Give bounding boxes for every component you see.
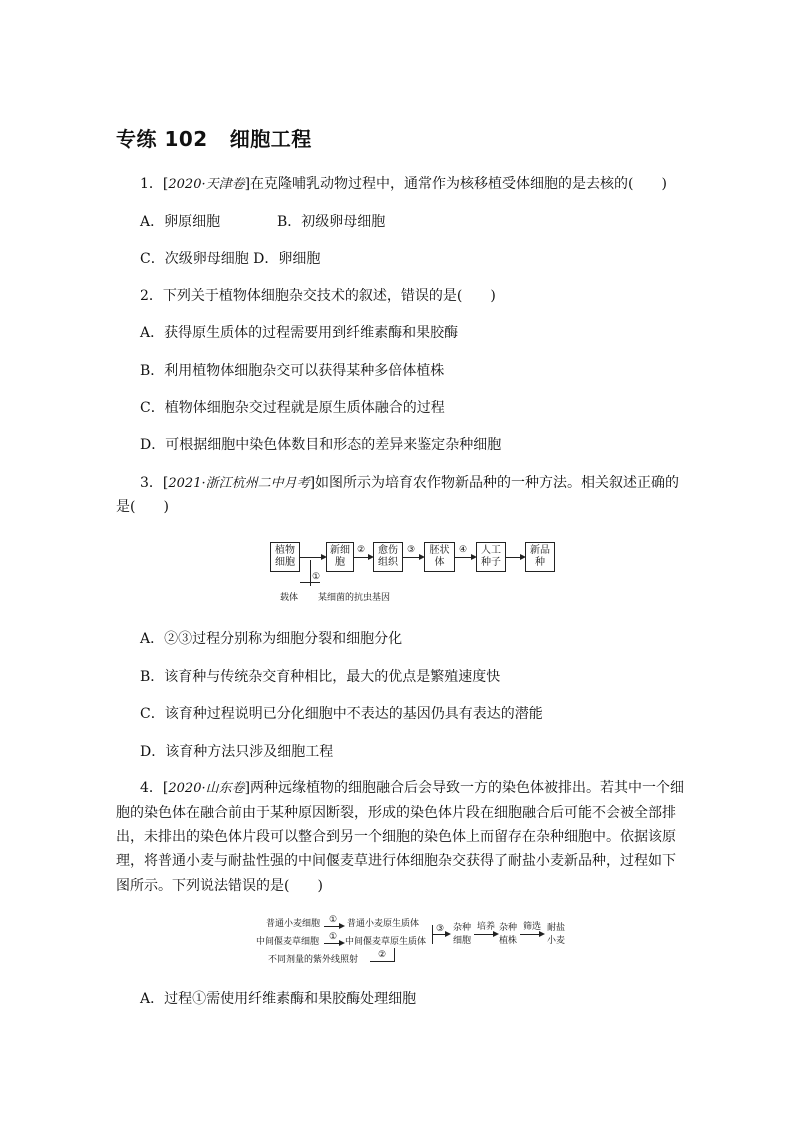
box-new-variety: 新品种 [525,542,555,572]
box-new-cell: 新细胞 [326,542,354,572]
q2-option-d: D．可根据细胞中染色体数目和形态的差异来鉴定杂种细胞 [140,437,502,453]
q1-option-b: B．初级卵母细胞 [277,214,386,230]
box-artificial-seed: 人工种子 [476,542,506,572]
q4-text-4: 理，将普通小麦与耐盐性强的中间偃麦草进行体细胞杂交获得了耐盐小麦新品种，过程如下 [116,853,676,869]
step-2-label-q4: ② [378,950,387,960]
q3-number: 3．[ [140,475,169,491]
q4-number: 4．[ [140,780,169,796]
q3-option-d: D．该育种方法只涉及细胞工程 [140,744,334,760]
hybrid-cell-label: 杂种细胞 [452,923,471,946]
q3-source: 2021·浙江杭州二中月考 [168,476,310,491]
screen-label: 筛选 [523,922,542,932]
q3-stem-cont: 是( ) [116,499,169,515]
q1-option-a: A．卵原细胞 [140,214,221,230]
q3-text: ]如图所示为培育农作物新品种的一种方法。相关叙述正确的 [309,475,680,491]
title-prefix: 专练 102 [116,127,208,151]
box-callus: 愈伤组织 [373,542,403,572]
grass-cell-label: 中间偃麦草细胞 [256,937,320,947]
q4-text-2: 胞的染色体在融合前由于某种原因断裂，形成的染色体片段在细胞融合后可能不会被全部排 [116,805,676,821]
q4-text-3: 出，未排出的染色体片段可以整合到另一个细胞的染色体上而留存在杂种细胞中。依据该原 [116,829,676,845]
step-3-label: ③ [407,545,416,555]
q2-stem: 2．下列关于植物体细胞杂交技术的叙述，错误的是( ) [140,288,496,304]
gene-label: 某细菌的抗虫基因 [318,593,391,603]
q2-option-a: A．获得原生质体的过程需要用到纤维素酶和果胶酶 [140,325,459,341]
q1-stem [140,174,667,195]
hybrid-plant-label: 杂种植株 [498,923,517,946]
step-1b-label: ① [329,932,338,942]
step-1a-label: ① [329,915,338,925]
step-4-label: ④ [459,545,468,555]
page-title [116,123,312,152]
wheat-cell-label: 普通小麦细胞 [266,919,321,929]
q2-option-c: C．植物体细胞杂交过程就是原生质体融合的过程 [140,400,445,416]
wheat-proto-label: 普通小麦原生质体 [347,919,420,929]
culture-label: 培养 [477,922,496,932]
step-2-label: ② [357,545,366,555]
q3-option-b: B．该育种与传统杂交育种相比，最大的优点是繁殖速度快 [140,669,501,685]
q1-source: 2020·天津卷 [168,177,245,192]
q1-text: ]在克隆哺乳动物过程中，通常作为核移植受体细胞的是去核的( ) [244,176,667,192]
step-1-label: ① [312,572,321,582]
q1-option-cd: C．次级卵母细胞 D．卵细胞 [140,251,321,267]
q3-option-a: A．②③过程分别称为细胞分裂和细胞分化 [140,631,403,647]
q4-source: 2020·山东卷 [168,781,245,796]
q4-stem [140,778,684,799]
vector-label: 载体 [280,593,299,603]
salt-wheat-label: 耐盐小麦 [546,923,565,946]
q4-text-1: ]两种远缘植物的细胞融合后会导致一方的染色体被排出。若其中一个细 [244,780,685,796]
step-3-label-q4: ③ [436,924,445,934]
q1-number: 1．[ [140,176,169,192]
q3-stem [140,473,679,494]
q3-option-c: C．该育种过程说明已分化细胞中不表达的基因仍具有表达的潜能 [140,706,543,722]
q4-option-a: A．过程①需使用纤维素酶和果胶酶处理细胞 [140,991,417,1007]
q4-text-5: 图所示。下列说法错误的是( ) [116,878,323,894]
box-embryoid: 胚状体 [424,542,455,572]
box-plant-cell: 植物细胞 [270,542,300,572]
title-name: 细胞工程 [229,127,312,151]
grass-proto-label: 中间偃麦草原生质体 [345,937,427,947]
uv-label: 不同剂量的紫外线照射 [268,955,359,965]
q2-option-b: B．利用植物体细胞杂交可以获得某种多倍体植株 [140,363,445,379]
